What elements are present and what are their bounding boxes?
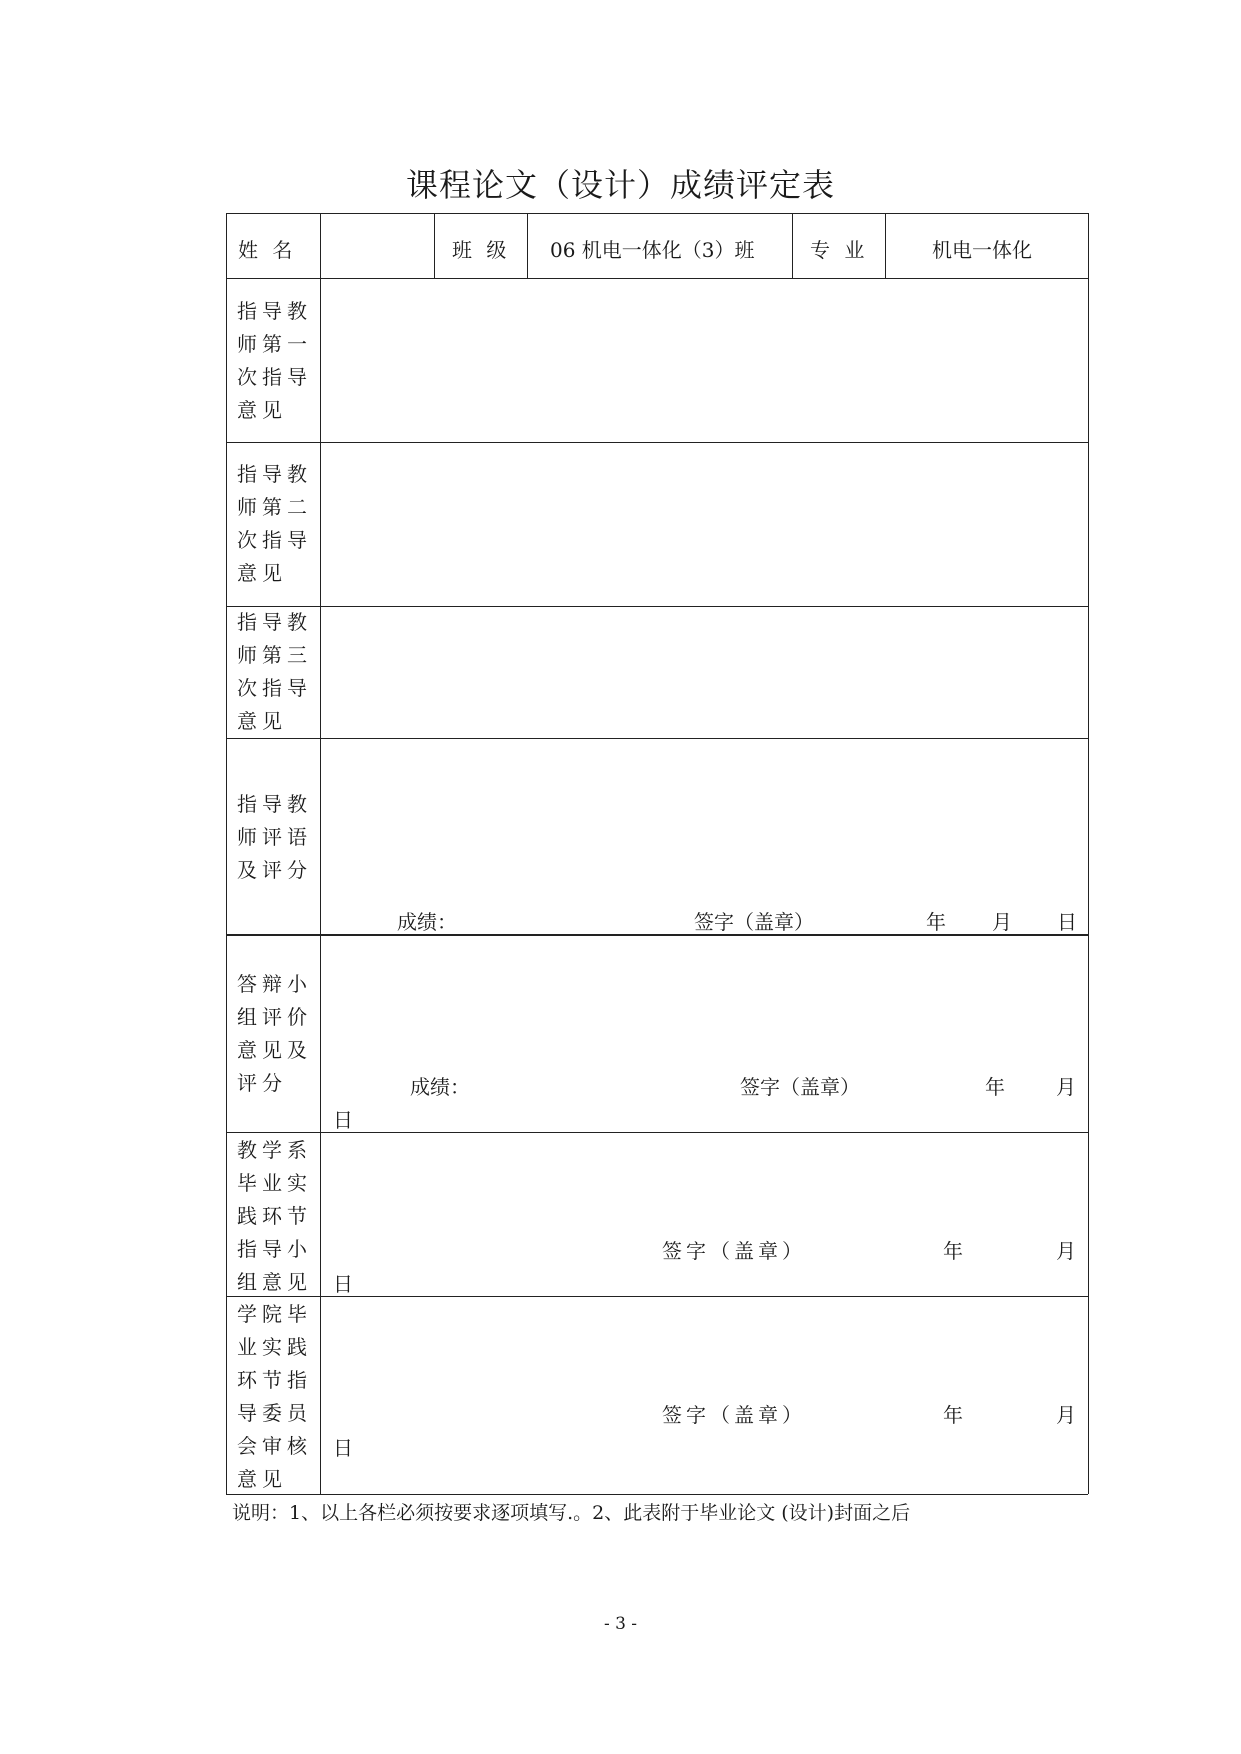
- teacher-score-label: 成绩：: [397, 910, 457, 934]
- label-column-divider: [320, 213, 321, 1494]
- header-divider: [527, 213, 528, 278]
- department-day-label: 日: [333, 1272, 353, 1296]
- teacher-comment-label: 指导教师评语及评分: [237, 792, 312, 882]
- table-border-right: [1088, 213, 1089, 1494]
- second-guidance-label: 指导教师第二次指导意见: [237, 462, 312, 585]
- defense-year-label: 年: [985, 1075, 1005, 1099]
- defense-signature-label: 签字（盖章）: [740, 1075, 860, 1099]
- teacher-month-label: 月: [992, 910, 1012, 934]
- form-note: 说明：1、以上各栏必须按要求逐项填写.。2、此表附于毕业论文 (设计)封面之后: [232, 1502, 911, 1524]
- third-guidance-label: 指导教师第三次指导意见: [237, 610, 312, 733]
- table-border-top: [226, 213, 1088, 214]
- department-year-label: 年: [943, 1239, 963, 1263]
- row-divider: [226, 738, 1088, 739]
- department-group-label: 教学系毕业实践环节指导小组意见: [237, 1138, 312, 1294]
- major-value: 机电一体化: [932, 238, 1032, 262]
- defense-panel-label: 答辩小组评价意见及评分: [237, 972, 312, 1095]
- table-border-left: [226, 213, 227, 1494]
- defense-score-label: 成绩：: [410, 1075, 470, 1099]
- row-divider: [226, 1132, 1088, 1133]
- teacher-year-label: 年: [926, 910, 946, 934]
- page-number: - 3 -: [603, 1614, 638, 1634]
- defense-month-label: 月: [1056, 1075, 1076, 1099]
- header-divider: [434, 213, 435, 278]
- header-divider: [792, 213, 793, 278]
- teacher-signature-label: 签字（盖章）: [694, 910, 814, 934]
- name-label: 姓 名: [238, 238, 297, 262]
- department-month-label: 月: [1056, 1239, 1076, 1263]
- committee-month-label: 月: [1056, 1403, 1076, 1427]
- row-divider: [226, 1296, 1088, 1297]
- class-value: 06 机电一体化（3）班: [550, 238, 755, 262]
- row-divider: [226, 278, 1088, 279]
- table-border-bottom: [226, 1494, 1088, 1495]
- committee-year-label: 年: [943, 1403, 963, 1427]
- committee-signature-label: 签字（盖章）: [662, 1403, 806, 1427]
- college-committee-label: 学院毕业实践环节指导委员会审核意见: [237, 1302, 312, 1491]
- form-title: 课程论文（设计）成绩评定表: [405, 166, 835, 204]
- row-divider: [226, 442, 1088, 443]
- major-label: 专 业: [810, 238, 869, 262]
- class-label: 班 级: [452, 238, 511, 262]
- first-guidance-label: 指导教师第一次指导意见: [237, 299, 312, 422]
- department-signature-label: 签字（盖章）: [662, 1239, 806, 1263]
- header-divider: [885, 213, 886, 278]
- row-divider: [226, 606, 1088, 607]
- teacher-day-label: 日: [1057, 910, 1077, 934]
- defense-day-label: 日: [333, 1108, 353, 1132]
- row-divider: [226, 934, 1088, 936]
- committee-day-label: 日: [333, 1436, 353, 1460]
